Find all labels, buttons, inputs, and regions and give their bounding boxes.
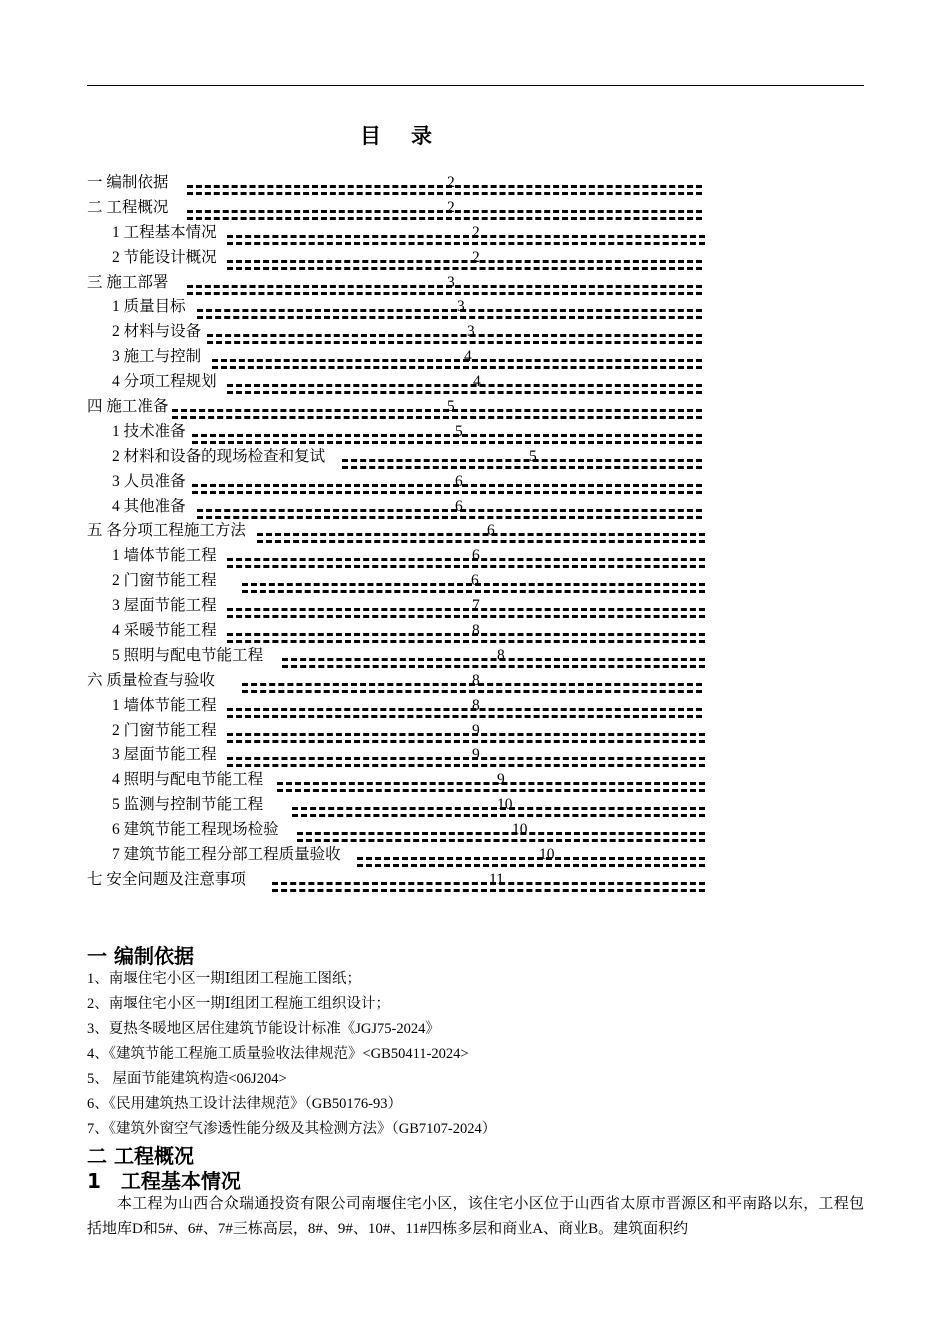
toc-entry[interactable]: [87, 544, 707, 569]
toc-entry[interactable]: [87, 868, 707, 893]
toc-entry-page: 9: [472, 721, 480, 739]
toc-leader-dots: [172, 409, 702, 419]
toc-entry-page: 2: [447, 174, 455, 191]
toc-entry-page: 9: [472, 746, 480, 764]
toc-entry-label: 1 墙体节能工程: [112, 696, 217, 714]
toc-entry[interactable]: [87, 271, 707, 296]
toc-leader-dots: [227, 235, 705, 245]
toc-entry-page: 4: [473, 373, 481, 391]
toc-entry-page: 5: [529, 447, 537, 465]
toc-entry-label: 3 屋面节能工程: [112, 597, 217, 615]
toc-entry[interactable]: [87, 196, 707, 221]
toc-leader-dots: [282, 658, 705, 668]
toc-entry-page: 2: [472, 248, 480, 266]
toc-entry[interactable]: [87, 171, 707, 196]
toc-entry[interactable]: [87, 320, 707, 345]
toc-entry-page: 2: [447, 198, 455, 216]
toc-title: 目录: [360, 124, 462, 148]
toc-leader-dots: [227, 633, 705, 643]
toc-leader-dots: [207, 334, 702, 344]
toc-entry[interactable]: [87, 569, 707, 594]
toc-entry-page: 8: [472, 671, 480, 689]
toc-entry[interactable]: [87, 445, 707, 470]
toc-entry[interactable]: [87, 594, 707, 619]
reference-item: 6、《民用建筑热工设计法律规范》（GB50176-93）: [87, 1096, 402, 1112]
toc-entry-page: 6: [455, 497, 463, 515]
toc-entry[interactable]: [87, 793, 707, 818]
toc-leader-dots: [227, 733, 705, 743]
toc-entry-label: 六 质量检查与验收: [87, 671, 215, 689]
section-heading-basis: 一 编制依据: [87, 944, 194, 968]
toc-leader-dots: [197, 309, 702, 319]
toc-entry-page: 3: [457, 298, 465, 316]
toc-entry-page: 10: [512, 821, 528, 839]
toc-entry[interactable]: [87, 519, 707, 544]
toc-leader-dots: [227, 384, 702, 394]
toc-entry-label: 1 墙体节能工程: [112, 547, 217, 565]
subsection-heading-basic-info: 1 工程基本情况: [87, 1169, 241, 1193]
reference-item: 2、南堰住宅小区一期Ⅰ组团工程施工组织设计；: [87, 996, 390, 1012]
toc-leader-dots: [187, 185, 702, 195]
toc-entry-label: 4 其他准备: [112, 497, 186, 515]
toc-entry-label: 2 门窗节能工程: [112, 721, 217, 739]
toc-entry[interactable]: [87, 395, 707, 420]
toc-leader-dots: [227, 260, 702, 270]
reference-item: 1、南堰住宅小区一期Ⅰ组团工程施工图纸；: [87, 971, 361, 987]
reference-item: 7、《建筑外窗空气渗透性能分级及其检测方法》（GB7107-2024）: [87, 1121, 497, 1137]
toc-entry[interactable]: [87, 768, 707, 793]
toc-leader-dots: [187, 210, 702, 220]
toc-entry[interactable]: [87, 420, 707, 445]
toc-entry[interactable]: [87, 743, 707, 768]
toc-entry[interactable]: [87, 295, 707, 320]
toc-entry-page: 10: [497, 796, 513, 814]
toc-leader-dots: [227, 558, 705, 568]
toc-entry-page: 10: [539, 846, 555, 864]
toc-entry-label: 三 施工部署: [87, 273, 169, 291]
toc-entry-page: 4: [464, 348, 472, 366]
reference-item: 5、 屋面节能建筑构造<06J204>: [87, 1071, 287, 1087]
toc-entry[interactable]: [87, 818, 707, 843]
toc-leader-dots: [227, 708, 702, 718]
header-rule: [87, 85, 864, 86]
toc-entry[interactable]: [87, 619, 707, 644]
toc-leader-dots: [192, 484, 702, 494]
toc-entry-page: 9: [497, 771, 505, 789]
toc-entry[interactable]: [87, 843, 707, 868]
toc-entry[interactable]: [87, 644, 707, 669]
toc-entry-label: 5 监测与控制节能工程: [112, 796, 264, 814]
toc-entry-label: 3 施工与控制: [112, 348, 202, 366]
toc-entry-page: 6: [472, 547, 480, 565]
toc-entry-page: 8: [497, 646, 505, 664]
toc-leader-dots: [342, 459, 702, 469]
toc-entry[interactable]: [87, 669, 707, 694]
toc-leader-dots: [227, 757, 705, 767]
toc-entry-label: 1 质量目标: [112, 298, 186, 316]
toc-leader-dots: [227, 608, 705, 618]
toc-entry-page: 5: [455, 422, 463, 440]
toc-entry[interactable]: [87, 694, 707, 719]
toc-entry-label: 3 屋面节能工程: [112, 746, 217, 764]
toc-entry[interactable]: [87, 370, 707, 395]
toc-leader-dots: [212, 359, 702, 369]
toc-entry-page: 6: [487, 522, 495, 540]
reference-item: 3、夏热冬暖地区居住建筑节能设计标准《JGJ75-2024》: [87, 1021, 440, 1037]
toc-entry[interactable]: [87, 345, 707, 370]
toc-entry-label: 7 建筑节能工程分部工程质量验收: [112, 846, 341, 864]
toc-entry-label: 4 照明与配电节能工程: [112, 771, 264, 789]
toc-entry-label: 五 各分项工程施工方法: [87, 522, 246, 540]
toc-entry-label: 6 建筑节能工程现场检验: [112, 821, 279, 839]
toc-entry-label: 2 节能设计概况: [112, 248, 217, 266]
toc-leader-dots: [297, 832, 705, 842]
section-heading-overview: 二 工程概况: [87, 1144, 194, 1168]
toc-leader-dots: [197, 509, 702, 519]
toc-entry-label: 一 编制依据: [87, 174, 169, 191]
toc-entry-label: 2 材料与设备: [112, 323, 202, 341]
toc-entry-page: 3: [467, 323, 475, 341]
toc-entry[interactable]: [87, 246, 707, 271]
toc-entry-label: 二 工程概况: [87, 198, 169, 216]
toc-entry-label: 4 采暖节能工程: [112, 622, 217, 640]
toc-leader-dots: [187, 285, 702, 295]
toc-entry[interactable]: [87, 470, 707, 495]
toc-entry-page: 8: [472, 622, 480, 640]
toc-entry-label: 2 门窗节能工程: [112, 572, 217, 590]
toc-entry-label: 3 人员准备: [112, 472, 186, 490]
toc-entry-label: 4 分项工程规划: [112, 373, 217, 391]
toc-entry-page: 11: [489, 870, 504, 888]
toc-entry-page: 2: [472, 223, 480, 241]
toc-entry-page: 3: [447, 273, 455, 291]
toc-entry-label: 四 施工准备: [87, 398, 169, 416]
toc-entry-page: 6: [455, 472, 463, 490]
toc-entry-page: 6: [471, 572, 479, 590]
toc-entry-label: 1 工程基本情况: [112, 223, 217, 241]
toc-entry[interactable]: [87, 719, 707, 744]
table-of-contents: [87, 171, 707, 893]
toc-leader-dots: [357, 857, 705, 867]
toc-entry-label: 2 材料和设备的现场检查和复试: [112, 447, 326, 465]
toc-leader-dots: [192, 434, 702, 444]
toc-entry-label: 1 技术准备: [112, 422, 186, 440]
toc-entry-page: 5: [447, 398, 455, 416]
toc-entry-label: 5 照明与配电节能工程: [112, 646, 264, 664]
toc-entry[interactable]: [87, 495, 707, 520]
toc-entry-page: 8: [472, 696, 480, 714]
toc-entry-page: 7: [472, 597, 480, 615]
toc-entry[interactable]: [87, 221, 707, 246]
reference-list: [87, 967, 867, 1142]
toc-entry-label: 七 安全问题及注意事项: [87, 870, 246, 888]
reference-item: 4、《建筑节能工程施工质量验收法律规范》<GB50411-2024>: [87, 1046, 469, 1062]
toc-leader-dots: [277, 782, 705, 792]
overview-paragraph: 本工程为山西合众瑞通投资有限公司南堰住宅小区，该住宅小区位于山西省太原市晋源区和平南路以东，工程包括地库D和5#、6#、7#三栋高层，8#、9#、10#、11#四栋多层和商业A、商业B。建筑面积约: [87, 1196, 864, 1237]
toc-leader-dots: [257, 533, 705, 543]
